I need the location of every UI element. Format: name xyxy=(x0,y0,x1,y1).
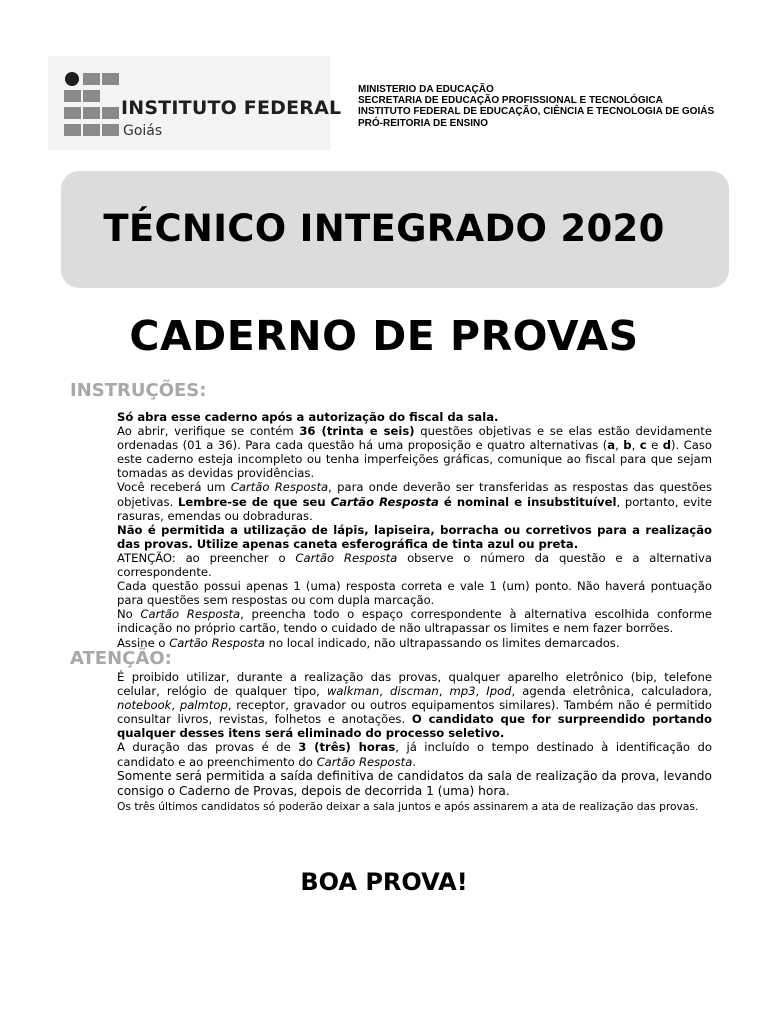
closing-message: BOA PROVA! xyxy=(300,868,468,896)
ministry-header xyxy=(358,84,714,129)
attention-paragraph: Somente será permitida a saída definitiva de candidatos da sala de realização da prova, levando consigo o Caderno de Provas, depois de decorrida 1 (uma) hora. xyxy=(117,768,712,799)
instruction-paragraph: Cada questão possui apenas 1 (uma) resposta correta e vale 1 (um) ponto. Não haverá pontuação para questões sem respostas ou com dupla marcação. xyxy=(117,579,712,608)
instruction-paragraph: Ao abrir, verifique se contém 36 (trinta e seis) questões objetivas e se elas estão devidamente ordenadas (01 a 36). Para cada questão há uma proposição e quatro alternativas (a, b, c e d). Caso este caderno esteja incompleto ou tenha imperfeições gráficas, comunique ao fiscal para que sejam tomadas as devidas providências. xyxy=(117,424,713,481)
instruction-paragraph: ATENÇÃO: ao preencher o Cartão Resposta observe o número da questão e a alternativa correspondente. xyxy=(117,550,712,580)
header-line: INSTITUTO FEDERAL DE EDUCAÇÃO, CIÊNCIA E TECNOLOGIA DE GOIÁS xyxy=(358,106,715,118)
instruction-paragraph: No Cartão Resposta, preencha todo o espaço correspondente à alternativa escolhida conforme indicação no próprio cartão, tendo o cuidado de não ultrapassar os limites e nem fazer borrões. xyxy=(117,607,712,636)
institution-logo xyxy=(48,56,342,150)
exam-title: TÉCNICO INTEGRADO 2020 xyxy=(103,207,665,250)
header-line: SECRETARIA DE EDUCAÇÃO PROFISSIONAL E TECNOLÓGICA xyxy=(358,95,663,107)
instruction-paragraph: Só abra esse caderno após a autorização do fiscal da sala. xyxy=(117,410,499,424)
logo-name: INSTITUTO FEDERAL xyxy=(121,97,342,119)
instruction-paragraph: Assine o Cartão Resposta no local indicado, não ultrapassando os limites demarcados. xyxy=(117,635,620,650)
attention-heading: ATENÇÃO: xyxy=(70,648,172,669)
attention-body xyxy=(117,670,712,814)
instructions-heading: INSTRUÇÕES: xyxy=(70,380,207,401)
attention-paragraph: Os três últimos candidatos só poderão deixar a sala juntos e após assinarem a ata de realização das provas. xyxy=(117,799,699,813)
header-line: MINISTERIO DA EDUCAÇÃO xyxy=(358,84,494,95)
instructions-body xyxy=(117,410,712,650)
instruction-paragraph: Não é permitida a utilização de lápis, lapiseira, borracha ou corretivos para a realização das provas. Utilize apenas caneta esferográfica de tinta azul ou preta. xyxy=(117,522,712,551)
attention-paragraph: A duração das provas é de 3 (três) horas, já incluído o tempo destinado à identificação do candidato e ao preenchimento do Cartão Resposta. xyxy=(117,740,712,769)
instruction-paragraph: Você receberá um Cartão Resposta, para onde deverão ser transferidas as respostas das questões objetivas. Lembre-se de que seu Cartão Resposta é nominal e insubstituível, portanto, evite rasuras, emendas ou dobraduras. xyxy=(117,480,713,523)
header-line: PRÓ-REITORIA DE ENSINO xyxy=(358,117,489,129)
attention-paragraph: É proibido utilizar, durante a realização das provas, qualquer aparelho eletrônico (bip, telefone celular, relógio de qualquer tipo, walkman, discman, mp3, Ipod, agenda eletrônica, calculadora, notebook, palmtop, receptor, gravador ou outros equipamentos similares). Também não é permitido consultar livros, revistas, folhetos e anotações. O candidato que for surpreendido portando qualquer desses itens será eliminado do processo seletivo. xyxy=(117,670,712,741)
document-title: CADERNO DE PROVAS xyxy=(129,312,639,360)
logo-subtitle: Goiás xyxy=(123,123,163,139)
